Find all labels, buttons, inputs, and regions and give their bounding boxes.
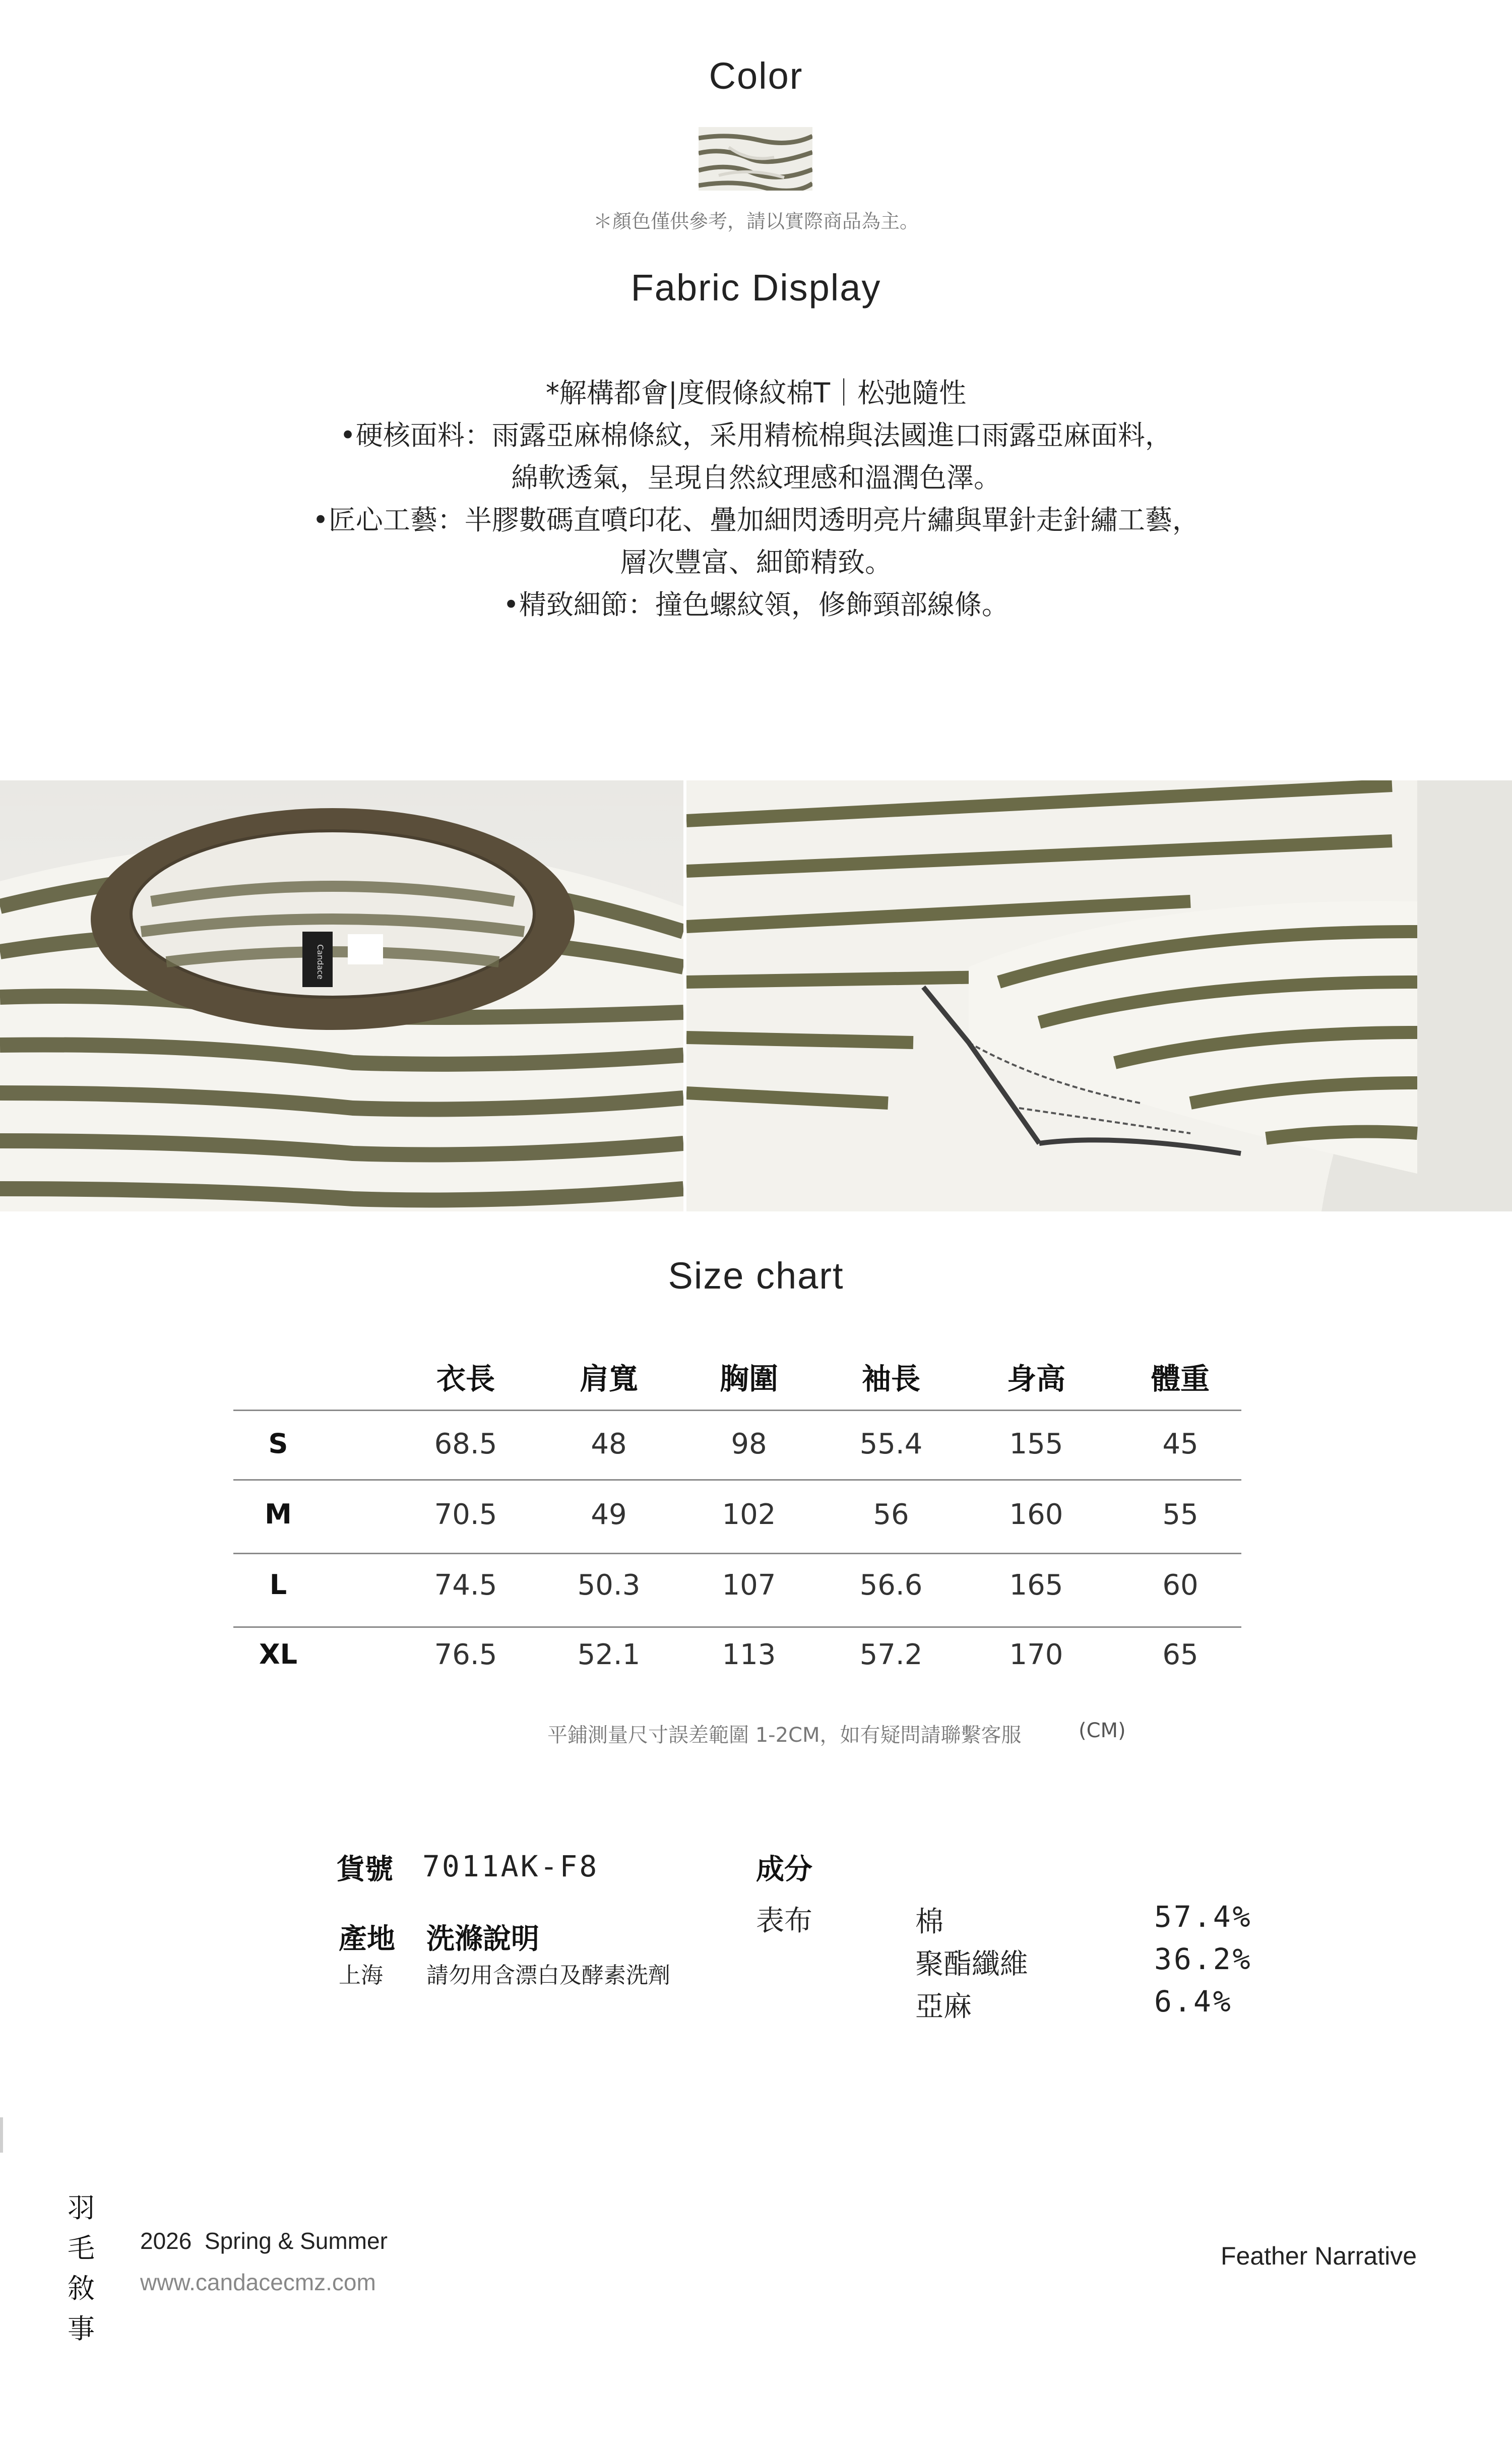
material-name: 聚酯纖維 (915, 1948, 1028, 1981)
fabric-description (0, 372, 1512, 626)
size-label: XL (259, 1638, 298, 1670)
header-height: 身高 (1006, 1362, 1065, 1396)
cell-chest: 102 (722, 1498, 776, 1531)
color-disclaimer: ＊顏色僅供參考，請以實際商品為主。 (593, 210, 919, 232)
color-swatch[interactable] (699, 127, 812, 191)
brand-char: 事 (68, 2313, 95, 2345)
fabric-line: •精致細節：撞色螺紋領，修飾頸部線條。 (503, 589, 1009, 621)
size-label: L (269, 1569, 287, 1601)
cell-shoulder: 52.1 (577, 1638, 641, 1671)
material-pct: 6.4% (1154, 1984, 1233, 2019)
cell-weight: 55 (1162, 1498, 1199, 1531)
header-length: 衣長 (436, 1362, 495, 1396)
cell-shoulder: 48 (591, 1428, 627, 1460)
cell-chest: 113 (722, 1638, 776, 1671)
material-name: 亞麻 (915, 1990, 972, 2023)
cell-weight: 65 (1162, 1638, 1199, 1671)
swatch-fabric-image (699, 127, 812, 191)
size-chart-note: 平鋪測量尺寸誤差範圍 1-2CM，如有疑問請聯繫客服 (547, 1724, 1022, 1747)
cell-weight: 45 (1162, 1428, 1199, 1460)
header-shoulder: 肩寬 (579, 1362, 638, 1396)
cell-length: 70.5 (434, 1498, 497, 1531)
color-title: Color (709, 55, 803, 97)
cell-length: 74.5 (434, 1569, 497, 1602)
cell-length: 68.5 (434, 1428, 497, 1460)
material-pct: 57.4% (1154, 1900, 1252, 1934)
fabric-line: •硬核面料：雨露亞麻棉條紋，采用精梳棉與法國進口雨露亞麻面料， (340, 419, 1172, 451)
origin-value: 上海 (339, 1963, 383, 1988)
composition-label: 成分 (756, 1853, 812, 1886)
size-chart-title: Size chart (668, 1255, 844, 1297)
header-sleeve: 袖長 (861, 1362, 920, 1396)
fabric-line: 層次豐富、細節精致。 (620, 546, 892, 578)
cell-shoulder: 49 (591, 1498, 627, 1531)
cell-height: 170 (1009, 1638, 1063, 1671)
material-pct: 36.2% (1154, 1942, 1252, 1976)
table-rule (233, 1410, 1241, 1411)
hem-detail-photo (686, 780, 1512, 1211)
cell-length: 76.5 (434, 1638, 497, 1671)
size-label: M (265, 1498, 292, 1530)
sku-value: 7011AK-F8 (422, 1849, 599, 1883)
cell-height: 160 (1009, 1498, 1063, 1531)
cell-height: 165 (1009, 1569, 1063, 1602)
wash-value: 請勿用含漂白及酵素洗劑 (426, 1963, 670, 1988)
table-rule (233, 1626, 1241, 1628)
brand-char: 敘 (68, 2273, 95, 2304)
brand-vertical (64, 2188, 99, 2349)
brand-char: 毛 (68, 2232, 95, 2264)
fabric-line: 綿軟透氣，呈現自然紋理感和溫潤色澤。 (511, 462, 1001, 494)
cell-sleeve: 56.6 (859, 1569, 923, 1602)
website-link[interactable]: www.candacecmz.com (140, 2269, 376, 2295)
cell-chest: 107 (722, 1569, 776, 1602)
sku-label: 貨號 (337, 1853, 393, 1886)
fabric-line: •匠心工藝：半膠數碼直噴印花、疊加細閃透明亮片繡與單針走針繡工藝， (312, 504, 1200, 536)
collar-detail-photo (0, 780, 683, 1211)
material-name: 棉 (915, 1906, 943, 1938)
cell-weight: 60 (1162, 1569, 1199, 1602)
origin-label: 產地 (339, 1923, 395, 1956)
collar-label-text: Candace (316, 944, 325, 980)
edge-mark (0, 2117, 3, 2153)
brand-english: Feather Narrative (1221, 2242, 1417, 2270)
header-chest: 胸圍 (719, 1362, 778, 1396)
wash-label: 洗滌說明 (426, 1923, 539, 1956)
fabric-display-title: Fabric Display (631, 267, 881, 309)
fabric-line: *解構都會|度假條紋棉T｜松弛隨性 (545, 377, 967, 409)
cell-sleeve: 56 (873, 1498, 909, 1531)
fabric-part: 表布 (756, 1905, 812, 1937)
season-text: 2026 Spring & Summer (140, 2228, 388, 2254)
cell-height: 155 (1009, 1428, 1063, 1460)
size-chart-unit: (CM) (1079, 1719, 1126, 1742)
brand-char: 羽 (68, 2192, 95, 2224)
table-rule (233, 1553, 1241, 1554)
cell-sleeve: 57.2 (859, 1638, 923, 1671)
size-label: S (268, 1428, 288, 1459)
table-rule (233, 1479, 1241, 1481)
cell-chest: 98 (731, 1428, 767, 1460)
cell-shoulder: 50.3 (577, 1569, 641, 1602)
header-weight: 體重 (1151, 1362, 1210, 1396)
cell-sleeve: 55.4 (859, 1428, 923, 1460)
